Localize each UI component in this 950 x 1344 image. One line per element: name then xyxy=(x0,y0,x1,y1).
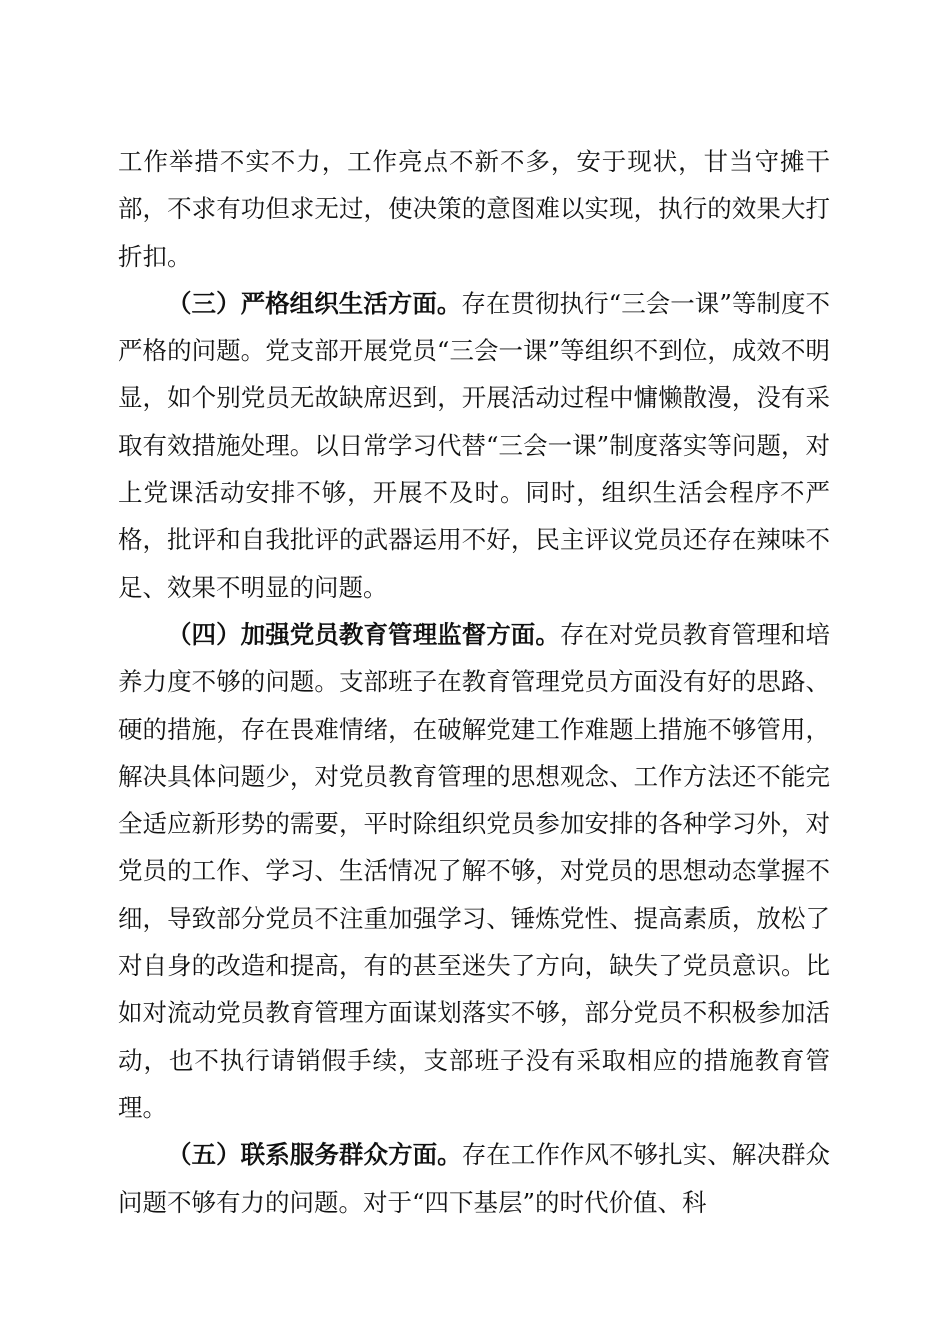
paragraph-section-3 xyxy=(118,280,830,611)
paragraph-section-5 xyxy=(118,1131,830,1226)
paragraph-body: 存在对党员教育管理和培养力度不够的问题。支部班子在教育管理党员方面没有好的思路、硬的措施，存在畏难情绪，在破解党建工作难题上措施不够管用，解决具体问题少，对党员教育管理的思想观念、工作方法还不能完全适应新形势的需要，平时除组织党员参加安排的各种学习外，对党员的工作、学习、生活情况了解不够，对党员的思想动态掌握不细，导致部分党员不注重加强学习、锤炼党性、提高素质，放松了对自身的改造和提高，有的甚至迷失了方向，缺失了党员意识。比如对流动党员教育管理方面谋划落实不够，部分党员不积极参加活动，也不执行请销假手续，支部班子没有采取相应的措施教育管理。 xyxy=(118,619,830,1122)
section-heading: （三）严格组织生活方面。 xyxy=(167,288,462,318)
paragraph-body: 存在贯彻执行“三会一课”等制度不严格的问题。党支部开展党员“三会一课”等组织不到位，成效不明显，如个别党员无故缺席迟到，开展活动过程中慵懒散漫，没有采取有效措施处理。以日常学习代替“三会一课”制度落实等问题，对上党课活动安排不够，开展不及时。同时，组织生活会程序不严格，批评和自我批评的武器运用不好，民主评议党员还存在辣味不足、效果不明显的问题。 xyxy=(118,288,830,602)
paragraph-body: 工作举措不实不力，工作亮点不新不多，安于现状，甘当守摊干部，不求有功但求无过，使决策的意图难以实现，执行的效果大打折扣。 xyxy=(118,147,830,271)
section-heading: （四）加强党员教育管理监督方面。 xyxy=(167,619,560,649)
paragraph-body: 存在工作作风不够扎实、解决群众问题不够有力的问题。对于“四下基层”的时代价值、科 xyxy=(118,1140,831,1217)
document-page xyxy=(118,138,830,1226)
paragraph-continuation xyxy=(118,138,830,280)
paragraph-section-4 xyxy=(118,611,830,1131)
section-heading: （五）联系服务群众方面。 xyxy=(167,1140,462,1170)
